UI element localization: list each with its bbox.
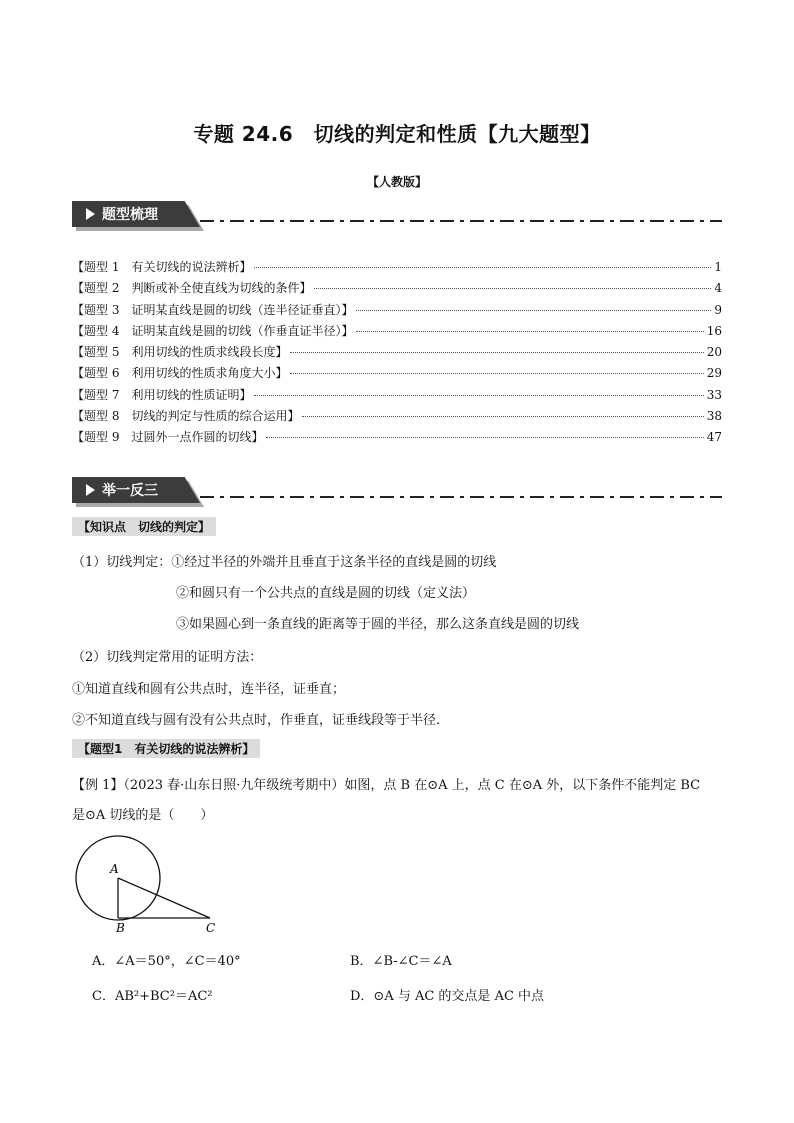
segment-ac — [118, 878, 210, 918]
knowledge-line: ②不知道直线与圆有没有公共点时，作垂直，证垂线段等于半径． — [72, 713, 450, 728]
toc-item[interactable]: 【题型 2 判断或补全使直线为切线的条件】 4 — [72, 281, 722, 296]
option-a[interactable]: A．∠A＝50°，∠C＝40° — [92, 954, 241, 969]
knowledge-line: ③如果圆心到一条直线的距离等于圆的半径，那么这条直线是圆的切线 — [176, 617, 580, 632]
toc-item[interactable]: 【题型 4 证明某直线是圆的切线（作垂直证半径）】 16 — [72, 323, 722, 338]
toc-item[interactable]: 【题型 3 证明某直线是圆的切线（连半径证垂直）】 9 — [72, 302, 722, 317]
dash-dot-divider — [200, 496, 722, 498]
section-header-toc — [72, 201, 722, 231]
knowledge-line: ①知道直线和圆有公共点时，连半径，证垂直； — [72, 682, 346, 697]
label-a: A — [110, 862, 119, 876]
label-b: B — [116, 921, 125, 935]
option-d[interactable]: D．⊙A 与 AC 的交点是 AC 中点 — [350, 989, 545, 1004]
table-of-contents — [72, 258, 722, 450]
dash-dot-divider — [200, 220, 722, 222]
toc-item[interactable]: 【题型 1 有关切线的说法辨析】 1 — [72, 260, 722, 274]
page-title: 专题 24.6 切线的判定和性质【九大题型】 — [193, 122, 601, 146]
question-type-title: 【题型1 有关切线的说法辨析】 — [72, 739, 260, 758]
question-text: 是⊙A 切线的是（ ） — [72, 808, 214, 823]
toc-item[interactable]: 【题型 5 利用切线的性质求线段长度】 20 — [72, 345, 722, 360]
toc-item[interactable]: 【题型 6 利用切线的性质求角度大小】 29 — [72, 366, 722, 381]
play-arrow-icon — [86, 484, 95, 496]
toc-item[interactable]: 【题型 9 过圆外一点作圆的切线】 47 — [72, 430, 722, 445]
edition-label: 【人教版】 — [366, 175, 427, 189]
knowledge-point-title: 【知识点 切线的判定】 — [72, 517, 216, 536]
section-header-practice — [72, 477, 722, 507]
label-c: C — [206, 921, 216, 935]
knowledge-line: （1）切线判定：①经过半径的外端并且垂直于这条半径的直线是圆的切线 — [72, 555, 497, 570]
knowledge-line: ②和圆只有一个公共点的直线是圆的切线（定义法） — [176, 586, 476, 601]
toc-item[interactable]: 【题型 7 利用切线的性质证明】 33 — [72, 387, 722, 402]
knowledge-line: （2）切线判定常用的证明方法： — [72, 650, 263, 665]
circle-tangent-figure — [70, 833, 230, 935]
section-label: 举一反三 — [102, 483, 158, 499]
option-c[interactable]: C．AB²+BC²＝AC² — [92, 989, 213, 1004]
play-arrow-icon — [86, 208, 95, 220]
question-text: 【例 1】（2023 春·山东日照·九年级统考期中）如图，点 B 在⊙A 上，点 C 在⊙A 外，以下条件不能判定 BC — [72, 778, 701, 793]
section-label: 题型梳理 — [102, 207, 158, 223]
toc-item[interactable]: 【题型 8 切线的判定与性质的综合运用】 38 — [72, 409, 722, 424]
option-b[interactable]: B．∠B-∠C＝∠A — [350, 954, 452, 969]
